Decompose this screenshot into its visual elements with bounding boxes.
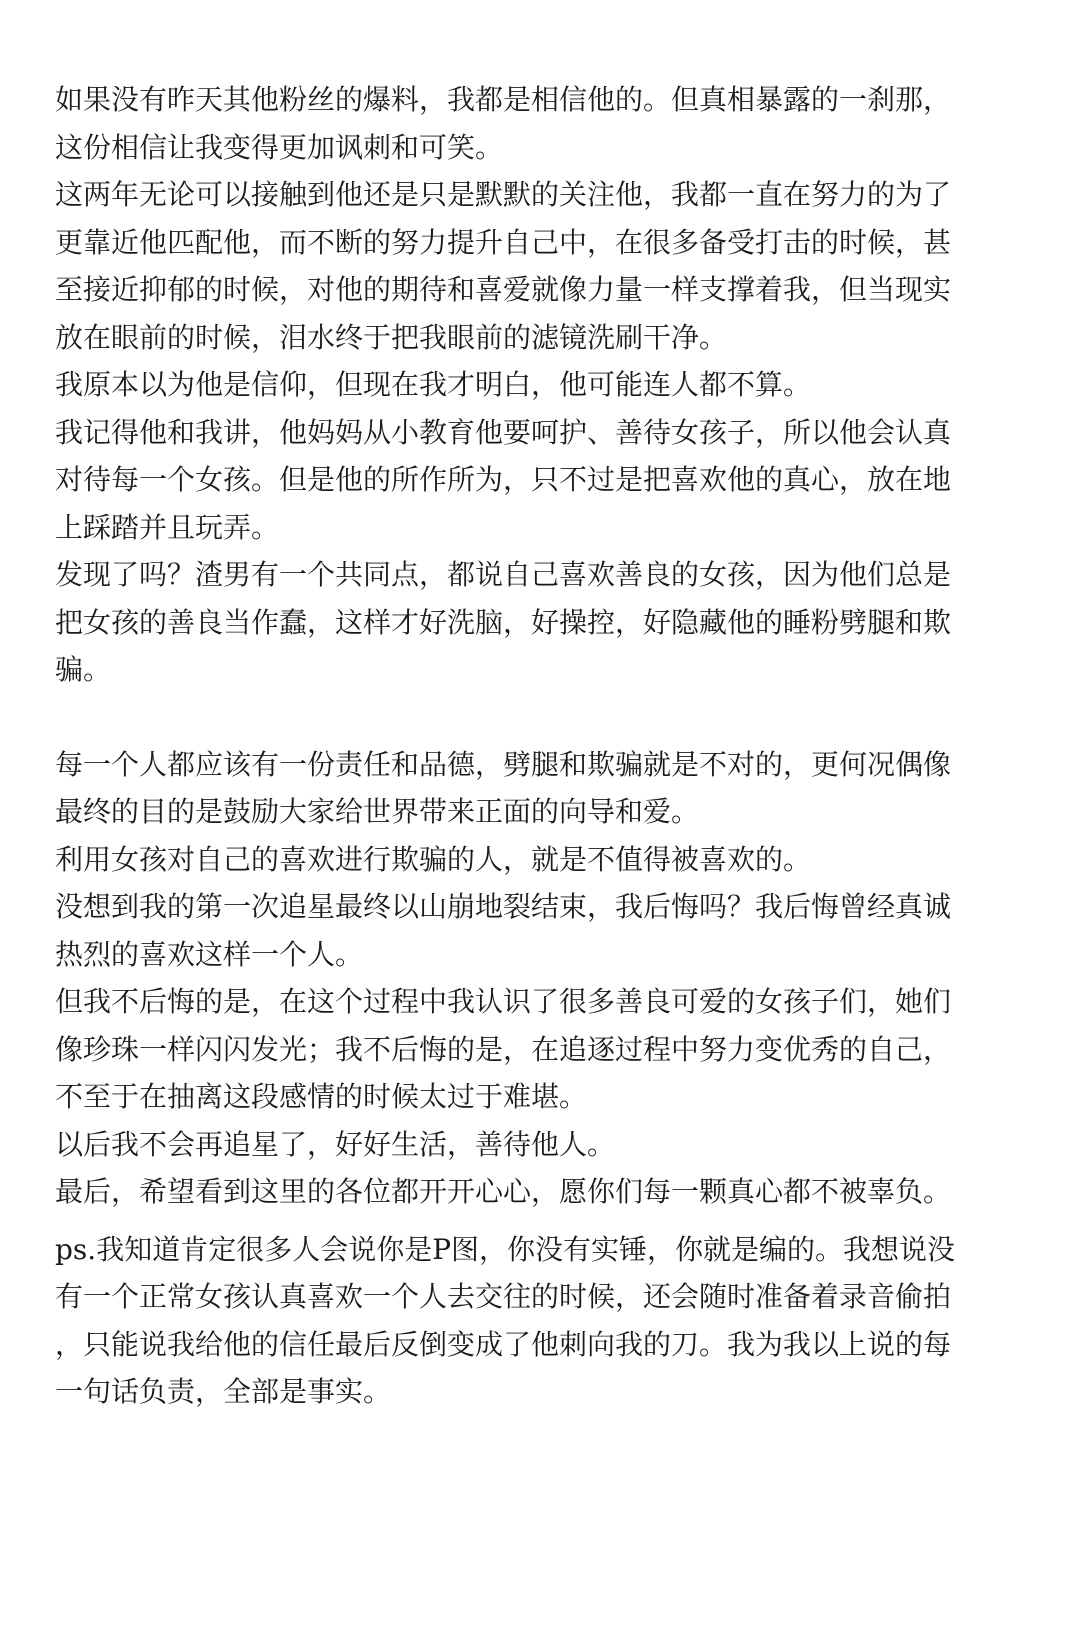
paragraph-3: 我原本以为他是信仰，但现在我才明白，他可能连人都不算。 [55,368,812,401]
paragraph-7: 利用女孩对自己的喜欢进行欺骗的人，就是不值得被喜欢的。 [55,842,812,876]
paragraph-8: 没想到我的第一次追星最终以山崩地裂结束，我后悔吗？我后悔曾经真诚 热烈的喜欢这样一个人。 [55,890,952,971]
paragraph-9: 但我不后悔的是，在这个过程中我认识了很多善良可爱的女孩子们，她们 像珍珠一样闪闪发光；我不后悔的是，在追逐过程中努力变优秀的自己， 不至于在抽离这段感情的时候太过于难堪。 [55,985,952,1113]
paragraph-10: 以后我不会再追星了，好好生活，善待他人。 [55,1127,616,1161]
postscript: ps.我知道肯定很多人会说你是P图，你没有实锤，你就是编的。我想说没 有一个正常女孩认真喜欢一个人去交往的时候，还会随时准备着录音偷拍 ，只能说我给他的信任最后反倒变成了他刺向我的刀。我为我以上说的每 一句话负责，全部是事实。 [55,1232,956,1408]
paragraph-2: 这两年无论可以接触到他还是只是默默的关注他，我都一直在努力的为了 更靠近他匹配他，而不断的努力提升自己中，在很多备受打击的时候，甚 至接近抑郁的时候，对他的期待和喜爱就像力量一样支撑着我，但当现实 放在眼前的时候，泪水终于把我眼前的滤镜洗刷干净。 [55,178,952,354]
paragraph-4: 我记得他和我讲，他妈妈从小教育他要呵护、善待女孩子，所以他会认真 对待每一个女孩。但是他的所作所为，只不过是把喜欢他的真心，放在地 上踩踏并且玩弄。 [55,415,952,544]
paragraph-1: 如果没有昨天其他粉丝的爆料，我都是相信他的。但真相暴露的一刹那， 这份相信让我变得更加讽刺和可笑。 [55,83,952,164]
paragraph-11: 最后，希望看到这里的各位都开开心心，愿你们每一颗真心都不被辜负。 [55,1175,952,1208]
paragraph-5: 发现了吗？渣男有一个共同点，都说自己喜欢善良的女孩，因为他们总是 把女孩的善良当作蠢，这样才好洗脑，好操控，好隐藏他的睡粉劈腿和欺 骗。 [55,558,952,686]
document-body [55,76,1040,1416]
paragraph-6: 每一个人都应该有一份责任和品德，劈腿和欺骗就是不对的，更何况偶像 最终的目的是鼓励大家给世界带来正面的向导和爱。 [55,747,952,828]
paragraph-spacer [55,694,1040,741]
